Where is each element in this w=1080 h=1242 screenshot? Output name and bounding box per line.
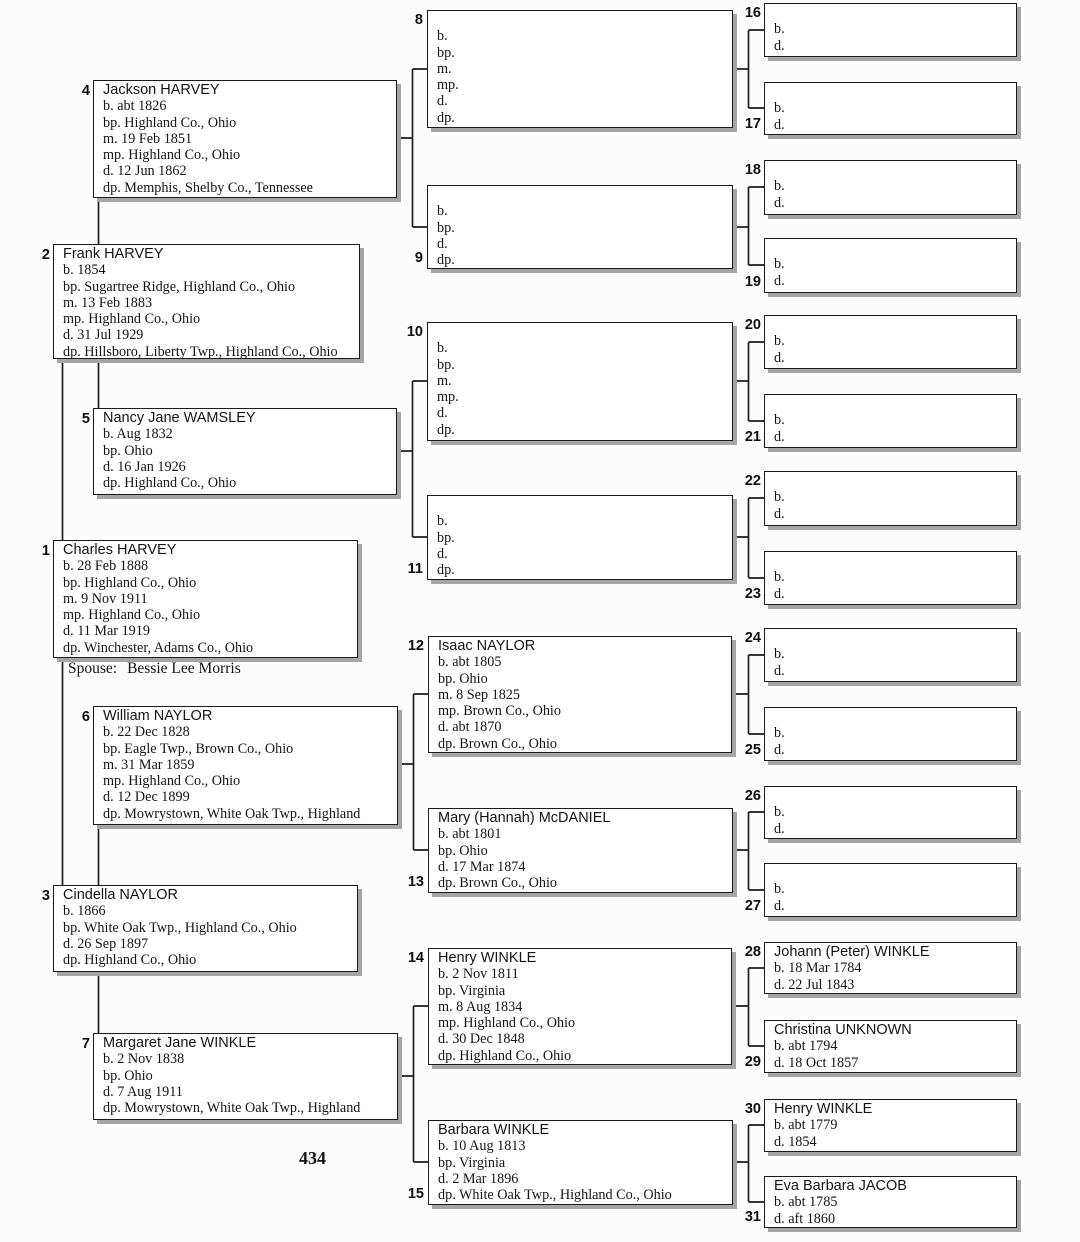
person-box-16 — [764, 3, 1017, 57]
person-24-name — [774, 630, 1012, 646]
event-line: d. 22 Jul 1843 — [774, 976, 855, 993]
event-line: b. — [774, 489, 785, 506]
event-line: m. 13 Feb 1883 — [63, 294, 153, 311]
event-line: mp. Highland Co., Ohio — [438, 1015, 576, 1032]
event-line: dp. Brown Co., Ohio — [438, 735, 558, 752]
event-line: b. — [774, 333, 785, 350]
person-box-13 — [428, 808, 733, 893]
person-box-9 — [427, 185, 733, 269]
person-21-number: 21 — [744, 429, 761, 445]
event-line: d. 1854 — [774, 1133, 817, 1150]
event-line: m. 8 Aug 1834 — [438, 998, 523, 1015]
event-line: b. 18 Mar 1784 — [774, 960, 862, 977]
event-line: b. — [774, 725, 785, 742]
person-27-name — [774, 865, 1012, 881]
person-box-4 — [93, 80, 397, 198]
event-line: dp. Memphis, Shelby Co., Tennessee — [103, 179, 313, 196]
event-line: bp. — [437, 356, 455, 373]
person-29-number: 29 — [744, 1054, 761, 1070]
person-6-name: William NAYLOR — [103, 708, 213, 724]
person-box-23 — [764, 551, 1017, 605]
person-5-events — [103, 426, 392, 491]
event-line: dp. Brown Co., Ohio — [438, 875, 558, 892]
person-30-number: 30 — [744, 1101, 761, 1117]
person-20-events — [774, 333, 1012, 366]
event-line: d. — [437, 405, 448, 422]
event-line: dp. — [437, 421, 455, 438]
event-line: m. 9 Nov 1911 — [63, 590, 148, 607]
person-box-12 — [428, 636, 732, 753]
person-25-name — [774, 709, 1012, 725]
person-17-name — [774, 84, 1012, 100]
event-line: d. 18 Oct 1857 — [774, 1054, 859, 1071]
person-7-number: 7 — [81, 1036, 90, 1052]
event-line: mp. Brown Co., Ohio — [438, 703, 561, 720]
event-line: b. abt 1805 — [438, 654, 502, 671]
person-23-events — [774, 569, 1012, 602]
event-line: b. 1854 — [63, 262, 106, 279]
person-box-10 — [427, 322, 733, 441]
person-19-name — [774, 240, 1012, 256]
person-23-name — [774, 553, 1012, 569]
person-27-events — [774, 881, 1012, 914]
event-line: d. — [774, 741, 785, 758]
person-19-number: 19 — [744, 274, 761, 290]
person-box-11 — [427, 495, 733, 580]
person-12-number: 12 — [407, 638, 424, 654]
person-31-number: 31 — [744, 1209, 761, 1225]
person-3-events — [63, 903, 353, 968]
event-line: d. abt 1870 — [438, 719, 502, 736]
event-line: d. 31 Jul 1929 — [63, 327, 144, 344]
event-line: b. — [774, 256, 785, 273]
event-line: d. — [774, 116, 785, 133]
event-line: b. 1866 — [63, 903, 106, 920]
person-10-events — [437, 340, 728, 438]
event-line: bp. Ohio — [438, 670, 488, 687]
event-line: bp. Virginia — [438, 982, 506, 999]
event-line: d. 7 Aug 1911 — [103, 1083, 183, 1100]
person-19-events — [774, 256, 1012, 289]
event-line: mp. Highland Co., Ohio — [63, 607, 201, 624]
event-line: d. — [774, 37, 785, 54]
person-16-events — [774, 21, 1012, 54]
event-line: b. — [437, 28, 448, 45]
person-29-events — [774, 1038, 1012, 1071]
event-line: bp. Virginia — [438, 1154, 506, 1171]
person-20-number: 20 — [744, 317, 761, 333]
event-line: m. 31 Mar 1859 — [103, 756, 195, 773]
person-17-events — [774, 100, 1012, 133]
person-box-30 — [764, 1099, 1017, 1152]
person-21-name — [774, 396, 1012, 412]
event-line: b. — [774, 21, 785, 38]
person-box-7 — [93, 1033, 398, 1120]
event-line: dp. — [437, 252, 455, 269]
person-box-18 — [764, 160, 1017, 215]
person-26-name — [774, 788, 1012, 804]
person-17-number: 17 — [744, 116, 761, 132]
person-box-25 — [764, 707, 1017, 761]
person-8-name — [437, 12, 728, 28]
event-line: d. 17 Mar 1874 — [438, 858, 526, 875]
person-box-29 — [764, 1020, 1017, 1073]
event-line: mp. Highland Co., Ohio — [103, 773, 241, 790]
event-line: dp. Mowrystown, White Oak Twp., Highland — [103, 1100, 361, 1117]
event-line: d. — [437, 93, 448, 110]
event-line: b. — [774, 881, 785, 898]
event-line: d. 30 Dec 1848 — [438, 1031, 525, 1048]
person-7-events — [103, 1051, 393, 1116]
person-8-events — [437, 28, 728, 126]
person-24-number: 24 — [744, 630, 761, 646]
event-line: bp. Sugartree Ridge, Highland Co., Ohio — [63, 278, 296, 295]
person-31-events — [774, 1194, 1012, 1227]
spouse-line — [68, 660, 241, 678]
person-21-events — [774, 412, 1012, 445]
event-line: d. aft 1860 — [774, 1210, 836, 1227]
event-line: mp. — [437, 77, 459, 94]
event-line: bp. Highland Co., Ohio — [103, 114, 237, 131]
person-31-name: Eva Barbara JACOB — [774, 1178, 907, 1194]
person-11-name — [437, 497, 728, 513]
person-2-name: Frank HARVEY — [63, 246, 164, 262]
event-line: d. 11 Mar 1919 — [63, 623, 150, 640]
event-line: bp. Highland Co., Ohio — [63, 574, 197, 591]
person-box-28 — [764, 942, 1017, 994]
event-line: d. — [774, 820, 785, 837]
person-20-name — [774, 317, 1012, 333]
event-line: m. — [437, 372, 452, 389]
event-line: b. 28 Feb 1888 — [63, 558, 149, 575]
event-line: bp. Ohio — [103, 442, 153, 459]
event-line: d. 16 Jan 1926 — [103, 458, 186, 475]
person-1-number: 1 — [41, 543, 50, 559]
event-line: b. — [774, 646, 785, 663]
event-line: bp. Ohio — [103, 1067, 153, 1084]
person-14-events — [438, 966, 727, 1064]
person-6-number: 6 — [81, 709, 90, 725]
event-line: dp. Winchester, Adams Co., Ohio — [63, 639, 254, 656]
person-12-events — [438, 654, 727, 752]
person-7-name: Margaret Jane WINKLE — [103, 1035, 257, 1051]
person-14-number: 14 — [407, 950, 424, 966]
person-5-number: 5 — [81, 411, 90, 427]
event-line: d. — [774, 897, 785, 914]
person-26-number: 26 — [744, 788, 761, 804]
page-number: 434 — [299, 1148, 326, 1168]
person-box-27 — [764, 863, 1017, 917]
event-line: b. — [437, 513, 448, 530]
event-line: dp. — [437, 562, 455, 579]
event-line: dp. Mowrystown, White Oak Twp., Highland — [103, 805, 361, 822]
person-box-19 — [764, 238, 1017, 293]
event-line: bp. — [437, 219, 455, 236]
person-13-events — [438, 826, 728, 891]
event-line: d. — [437, 545, 448, 562]
event-line: m. — [437, 60, 452, 77]
person-5-name: Nancy Jane WAMSLEY — [103, 410, 256, 426]
person-box-21 — [764, 394, 1017, 448]
event-line: dp. Hillsboro, Liberty Twp., Highland Co., Ohio — [63, 343, 338, 359]
event-line: dp. — [437, 109, 455, 126]
event-line: d. — [774, 194, 785, 211]
event-line: dp. Highland Co., Ohio — [63, 952, 197, 969]
person-22-number: 22 — [744, 473, 761, 489]
person-3-number: 3 — [41, 888, 50, 904]
person-15-events — [438, 1138, 728, 1203]
event-line: b. abt 1801 — [438, 826, 502, 843]
event-line: m. 19 Feb 1851 — [103, 130, 193, 147]
person-25-number: 25 — [744, 742, 761, 758]
event-line: bp. — [437, 44, 455, 61]
event-line: b. — [774, 412, 785, 429]
event-line: b. 2 Nov 1811 — [438, 966, 519, 983]
spouse-label: Spouse: — [68, 660, 118, 677]
person-box-24 — [764, 628, 1017, 682]
event-line: b. abt 1794 — [774, 1038, 838, 1055]
person-4-events — [103, 98, 392, 196]
person-9-name — [437, 187, 728, 203]
person-15-name: Barbara WINKLE — [438, 1122, 550, 1138]
person-16-name — [774, 5, 1012, 21]
event-line: b. Aug 1832 — [103, 426, 173, 443]
person-30-name: Henry WINKLE — [774, 1101, 873, 1117]
person-3-name: Cindella NAYLOR — [63, 887, 178, 903]
event-line: b. — [437, 203, 448, 220]
person-box-3 — [53, 885, 358, 972]
person-11-events — [437, 513, 728, 578]
person-box-15 — [428, 1120, 733, 1205]
person-23-number: 23 — [744, 586, 761, 602]
event-line: b. — [774, 100, 785, 117]
event-line: b. 10 Aug 1813 — [438, 1138, 526, 1155]
person-4-name: Jackson HARVEY — [103, 82, 220, 98]
person-28-name: Johann (Peter) WINKLE — [774, 944, 930, 960]
event-line: mp. Highland Co., Ohio — [63, 311, 201, 328]
person-27-number: 27 — [744, 898, 761, 914]
person-10-number: 10 — [406, 324, 423, 340]
person-2-number: 2 — [41, 247, 50, 263]
person-28-events — [774, 960, 1012, 993]
person-18-name — [774, 162, 1012, 178]
event-line: bp. Eagle Twp., Brown Co., Ohio — [103, 740, 294, 757]
person-1-events — [63, 558, 353, 656]
person-box-22 — [764, 471, 1017, 526]
person-30-events — [774, 1117, 1012, 1150]
event-line: d. 12 Dec 1899 — [103, 789, 190, 806]
person-26-events — [774, 804, 1012, 837]
person-9-events — [437, 203, 728, 268]
person-8-number: 8 — [414, 12, 423, 28]
event-line: b. 2 Nov 1838 — [103, 1051, 185, 1068]
event-line: dp. White Oak Twp., Highland Co., Ohio — [438, 1187, 672, 1204]
person-box-14 — [428, 948, 732, 1065]
person-2-events — [63, 262, 355, 359]
person-14-name: Henry WINKLE — [438, 950, 537, 966]
event-line: b. — [774, 178, 785, 195]
event-line: d. 26 Sep 1897 — [63, 935, 149, 952]
person-box-2 — [53, 244, 360, 359]
person-12-name: Isaac NAYLOR — [438, 638, 536, 654]
event-line: bp. White Oak Twp., Highland Co., Ohio — [63, 919, 297, 936]
person-1-name: Charles HARVEY — [63, 542, 177, 558]
event-line: b. abt 1785 — [774, 1194, 838, 1211]
person-11-number: 11 — [407, 561, 423, 577]
event-line: b. abt 1826 — [103, 98, 167, 115]
person-22-name — [774, 473, 1012, 489]
event-line: d. — [437, 235, 448, 252]
event-line: d. — [774, 505, 785, 522]
person-box-26 — [764, 786, 1017, 839]
event-line: m. 8 Sep 1825 — [438, 686, 520, 703]
person-box-6 — [93, 706, 398, 825]
person-box-1 — [53, 540, 358, 658]
event-line: d. — [774, 272, 785, 289]
event-line: d. — [774, 428, 785, 445]
person-13-number: 13 — [407, 874, 424, 890]
person-25-events — [774, 725, 1012, 758]
spouse-name: Bessie Lee Morris — [127, 660, 241, 677]
person-24-events — [774, 646, 1012, 679]
person-4-number: 4 — [81, 83, 90, 99]
person-box-17 — [764, 82, 1017, 135]
event-line: b. — [437, 340, 448, 357]
event-line: dp. Highland Co., Ohio — [103, 475, 237, 492]
person-15-number: 15 — [407, 1186, 424, 1202]
event-line: d. — [774, 349, 785, 366]
person-10-name — [437, 324, 728, 340]
event-line: d. 12 Jun 1862 — [103, 163, 187, 180]
event-line: d. 2 Mar 1896 — [438, 1170, 519, 1187]
person-box-5 — [93, 408, 397, 495]
person-box-20 — [764, 315, 1017, 369]
person-6-events — [103, 724, 393, 822]
person-box-31 — [764, 1176, 1017, 1228]
person-13-name: Mary (Hannah) McDANIEL — [438, 810, 611, 826]
event-line: bp. — [437, 529, 455, 546]
event-line: b. 22 Dec 1828 — [103, 724, 190, 741]
person-18-number: 18 — [744, 162, 761, 178]
event-line: b. — [774, 804, 785, 821]
event-line: dp. Highland Co., Ohio — [438, 1047, 572, 1064]
person-box-8 — [427, 10, 733, 128]
event-line: b. abt 1779 — [774, 1117, 838, 1134]
person-29-name: Christina UNKNOWN — [774, 1022, 912, 1038]
person-9-number: 9 — [414, 250, 423, 266]
event-line: d. — [774, 662, 785, 679]
event-line: bp. Ohio — [438, 842, 488, 859]
person-18-events — [774, 178, 1012, 211]
event-line: d. — [774, 585, 785, 602]
event-line: mp. Highland Co., Ohio — [103, 147, 241, 164]
person-22-events — [774, 489, 1012, 522]
person-16-number: 16 — [744, 5, 761, 21]
event-line: b. — [774, 569, 785, 586]
event-line: mp. — [437, 389, 459, 406]
person-28-number: 28 — [744, 944, 761, 960]
